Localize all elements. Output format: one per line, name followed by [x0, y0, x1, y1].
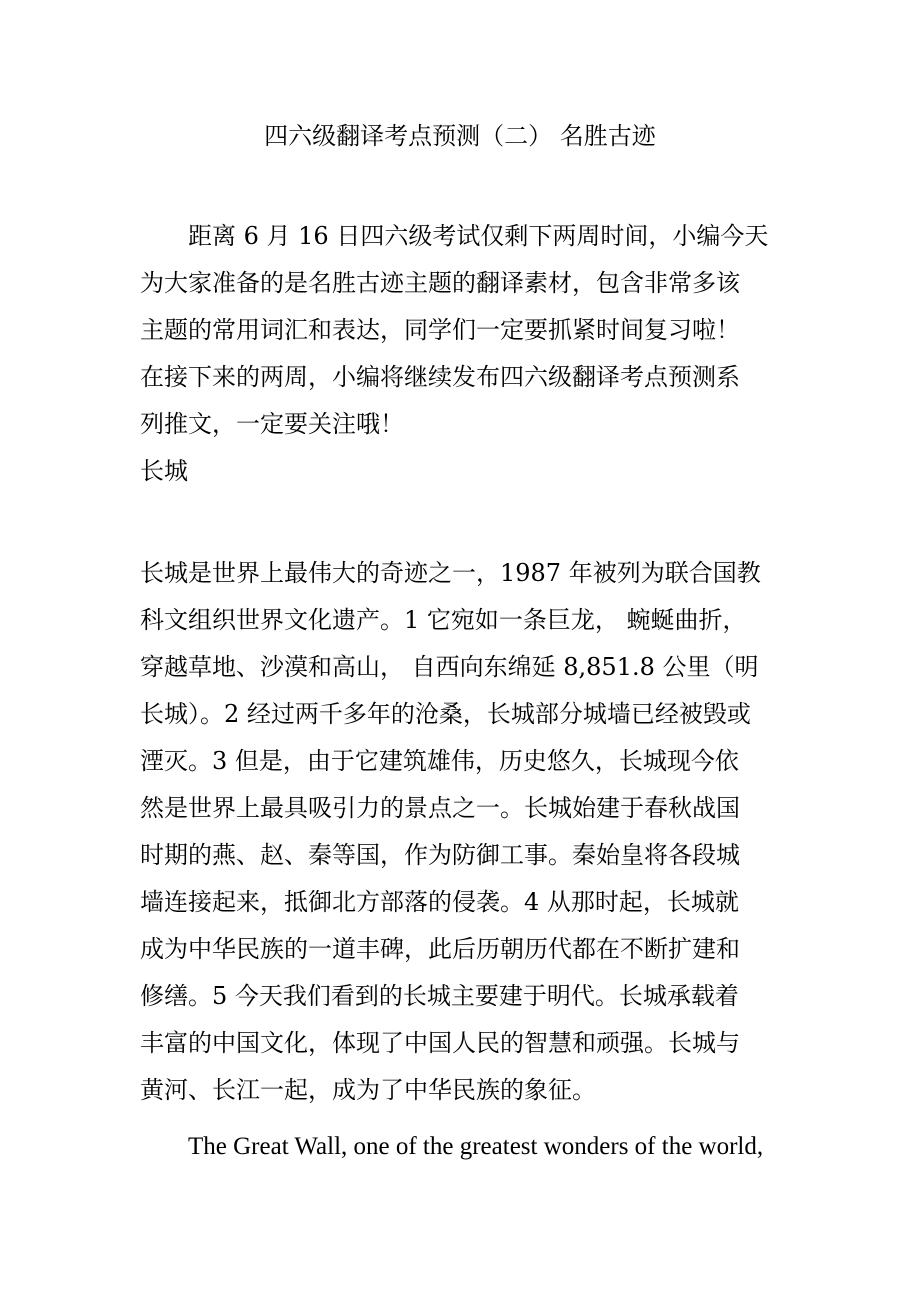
body-line-3: 穿越草地、沙漠和高山， 自西向东绵延 8,851.8 公里（明	[140, 653, 759, 681]
body-line-4: 长城）。2 经过两千多年的沧桑，长城部分城墙已经被毁或	[140, 700, 751, 728]
body-line-11: 丰富的中国文化，体现了中国人民的智慧和顽强。长城与	[140, 1029, 740, 1057]
intro-line-5: 列推文，一定要关注哦！	[140, 410, 404, 438]
intro-line-3: 主题的常用词汇和表达，同学们一定要抓紧时间复习啦！	[140, 316, 740, 344]
intro-line-2: 为大家准备的是名胜古迹主题的翻译素材，包含非常多该	[140, 269, 740, 297]
body-line-5: 湮灭。3 但是，由于它建筑雄伟，历史悠久，长城现今依	[140, 747, 739, 775]
section-heading: 长城	[140, 457, 188, 485]
body-line-8: 墙连接起来，抵御北方部落的侵袭。4 从那时起，长城就	[140, 888, 739, 916]
body-line-7: 时期的燕、赵、秦等国，作为防御工事。秦始皇将各段城	[140, 841, 740, 869]
body-line-6: 然是世界上最具吸引力的景点之一。长城始建于春秋战国	[140, 794, 740, 822]
body-line-12: 黄河、长江一起，成为了中华民族的象征。	[140, 1076, 596, 1104]
intro-line-4: 在接下来的两周，小编将继续发布四六级翻译考点预测系	[140, 363, 740, 391]
body-line-10: 修缮。5 今天我们看到的长城主要建于明代。长城承载着	[140, 982, 739, 1010]
english-translation-line: The Great Wall, one of the greatest wonders of the world,	[188, 1133, 764, 1160]
document-title: 四六级翻译考点预测（二） 名胜古迹	[264, 122, 656, 150]
body-line-9: 成为中华民族的一道丰碑，此后历朝历代都在不断扩建和	[140, 935, 740, 963]
body-line-1: 长城是世界上最伟大的奇迹之一，1987 年被列为联合国教	[140, 559, 761, 587]
body-line-2: 科文组织世界文化遗产。1 它宛如一条巨龙， 蜿蜒曲折，	[140, 606, 747, 634]
intro-line-1: 距离 6 月 16 日四六级考试仅剩下两周时间，小编今天	[188, 222, 769, 250]
